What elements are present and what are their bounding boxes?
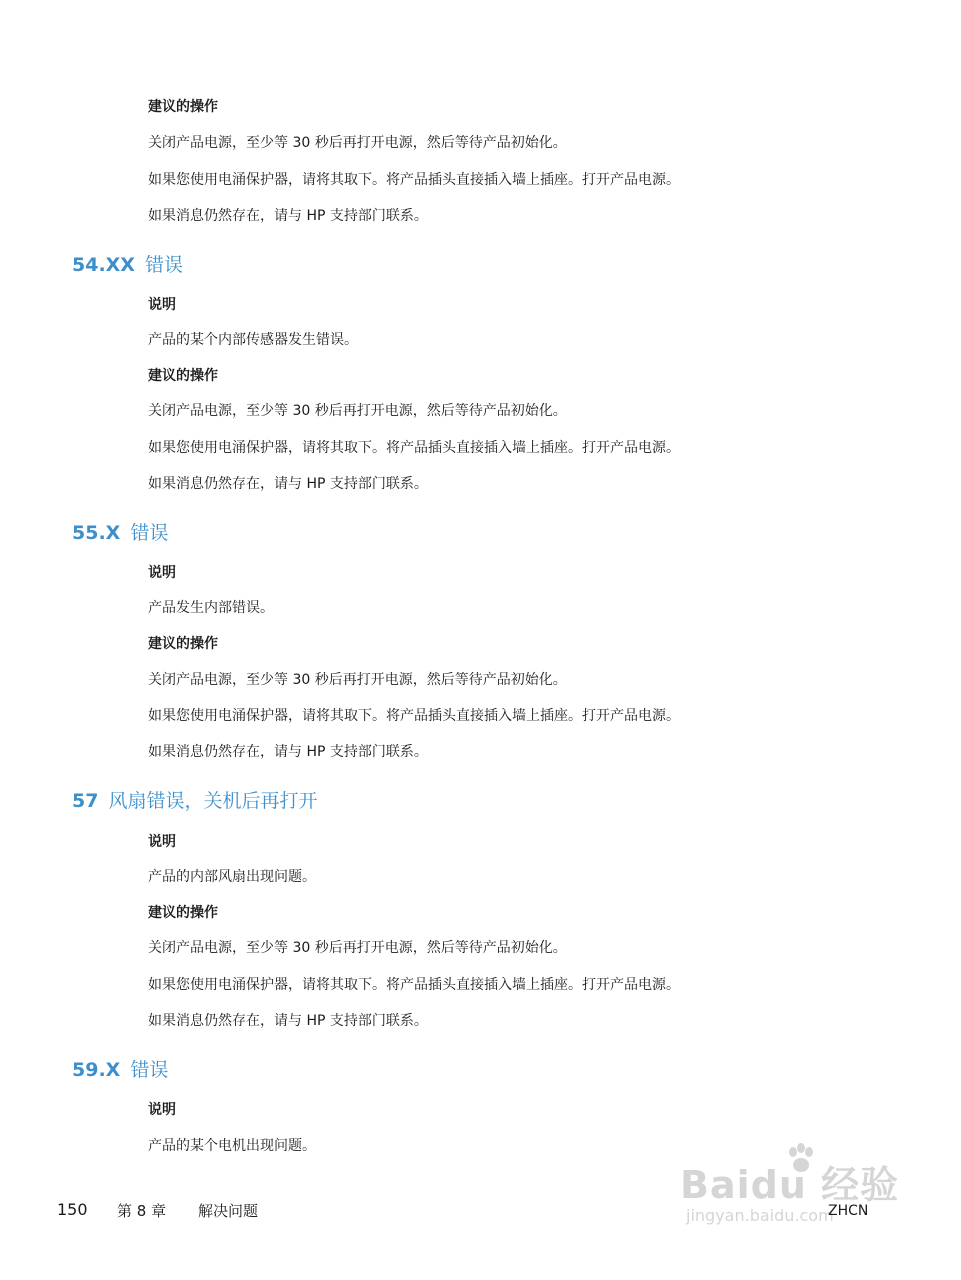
language-code: ZHCN bbox=[828, 1203, 869, 1219]
action-line: 关闭产品电源，至少等 30 秒后再打开电源，然后等待产品初始化。 bbox=[148, 403, 567, 419]
action-line: 关闭产品电源，至少等 30 秒后再打开电源，然后等待产品初始化。 bbox=[148, 940, 567, 956]
description-heading: 说明 bbox=[148, 1102, 176, 1118]
action-line: 如果消息仍然存在，请与 HP 支持部门联系。 bbox=[148, 476, 428, 492]
description-text: 产品的某个内部传感器发生错误。 bbox=[148, 332, 358, 348]
description-text: 产品的内部风扇出现问题。 bbox=[148, 869, 316, 885]
action-heading: 建议的操作 bbox=[148, 368, 218, 384]
error-code: 55.X bbox=[72, 522, 121, 544]
section-heading-57 bbox=[72, 789, 317, 813]
baidu-watermark bbox=[680, 1140, 920, 1240]
description-heading: 说明 bbox=[148, 565, 176, 581]
watermark-url: jingyan.baidu.com bbox=[686, 1206, 834, 1225]
paw-icon bbox=[784, 1142, 818, 1176]
section-heading-54 bbox=[72, 253, 183, 277]
action-heading: 建议的操作 bbox=[148, 99, 218, 115]
action-line: 关闭产品电源，至少等 30 秒后再打开电源，然后等待产品初始化。 bbox=[148, 135, 567, 151]
description-text: 产品发生内部错误。 bbox=[148, 600, 274, 616]
section-heading-55 bbox=[72, 521, 168, 545]
action-line: 如果消息仍然存在，请与 HP 支持部门联系。 bbox=[148, 208, 428, 224]
description-heading: 说明 bbox=[148, 834, 176, 850]
error-code: 54.XX bbox=[72, 254, 135, 276]
chapter-label: 第 8 章 bbox=[117, 1202, 167, 1220]
error-title: 错误 bbox=[130, 1059, 169, 1081]
action-line: 如果消息仍然存在，请与 HP 支持部门联系。 bbox=[148, 744, 428, 760]
description-text: 产品的某个电机出现问题。 bbox=[148, 1138, 316, 1154]
error-title: 错误 bbox=[130, 522, 169, 544]
action-line: 关闭产品电源，至少等 30 秒后再打开电源，然后等待产品初始化。 bbox=[148, 672, 567, 688]
error-title: 错误 bbox=[144, 254, 183, 276]
action-line: 如果您使用电涌保护器，请将其取下。将产品插头直接插入墙上插座。打开产品电源。 bbox=[148, 172, 680, 188]
error-code: 57 bbox=[72, 790, 99, 812]
error-code: 59.X bbox=[72, 1059, 121, 1081]
description-heading: 说明 bbox=[148, 297, 176, 313]
action-heading: 建议的操作 bbox=[148, 905, 218, 921]
action-line: 如果您使用电涌保护器，请将其取下。将产品插头直接插入墙上插座。打开产品电源。 bbox=[148, 977, 680, 993]
action-line: 如果消息仍然存在，请与 HP 支持部门联系。 bbox=[148, 1013, 428, 1029]
section-heading-59 bbox=[72, 1058, 168, 1082]
action-line: 如果您使用电涌保护器，请将其取下。将产品插头直接插入墙上插座。打开产品电源。 bbox=[148, 708, 680, 724]
chapter-title: 解决问题 bbox=[198, 1202, 259, 1220]
error-title: 风扇错误，关机后再打开 bbox=[108, 790, 318, 812]
page-number: 150 bbox=[57, 1200, 88, 1219]
action-line: 如果您使用电涌保护器，请将其取下。将产品插头直接插入墙上插座。打开产品电源。 bbox=[148, 440, 680, 456]
watermark-brand: Baidu 经验 bbox=[680, 1163, 900, 1207]
action-heading: 建议的操作 bbox=[148, 636, 218, 652]
